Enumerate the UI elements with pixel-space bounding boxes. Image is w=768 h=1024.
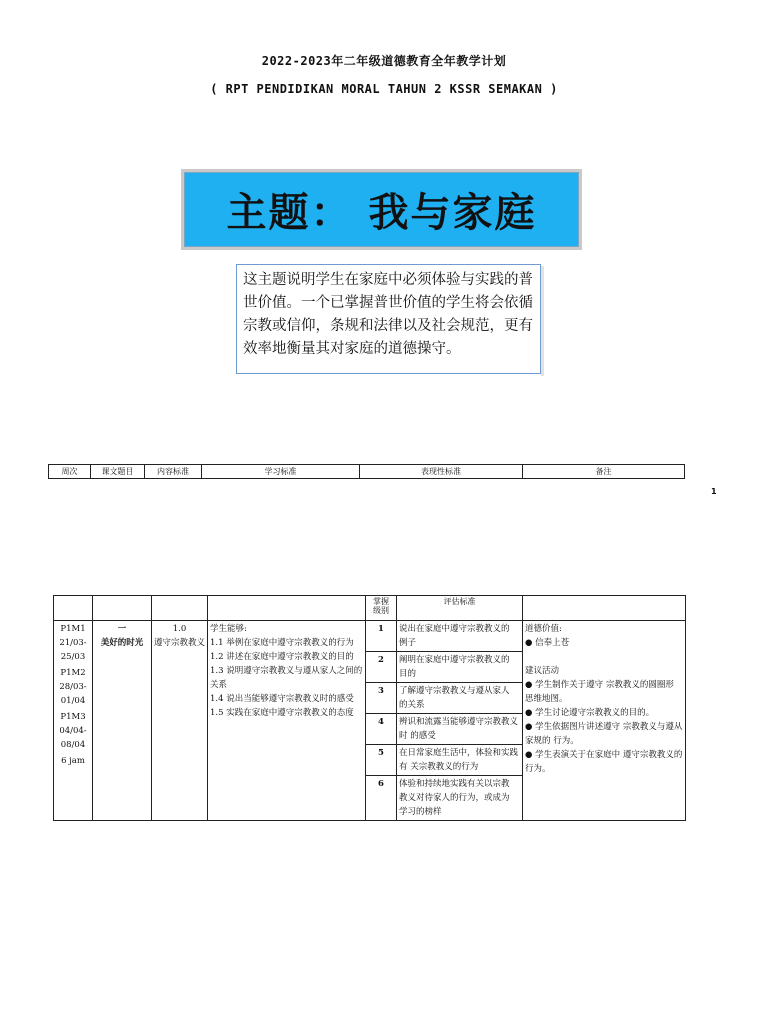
lesson-table	[53, 595, 686, 821]
activity-item: ● 学生讨论遵守宗教教义的目的。	[525, 708, 655, 718]
header-lesson: 课文题目	[91, 465, 145, 479]
level-2: 2	[366, 652, 397, 683]
table-row	[54, 621, 686, 652]
level-5: 5	[366, 745, 397, 776]
moral-value: ● 信奉上苍	[525, 638, 570, 648]
moral-value-label: 道德价值:	[525, 624, 562, 634]
header-performance-standard: 表现性标准	[360, 465, 523, 479]
lesson-title: 美好的时光	[100, 638, 144, 648]
activity-item: ● 学生制作关于遵守 宗教教义的圆圈形 思维地图。	[525, 680, 674, 704]
lesson-cell	[93, 621, 152, 821]
notes-cell	[523, 621, 686, 821]
theme-description: 这主题说明学生在家庭中必须体验与实践的普世价值。一个已掌握普世价值的学生将会依循宗教或信仰，条规和法律以及社会规范，更有效率地衡量其对家庭的道德操守。	[236, 264, 541, 374]
level-1: 1	[366, 621, 397, 652]
mastery-level-header: 掌握 级别	[366, 596, 397, 621]
level-4: 4	[366, 714, 397, 745]
learning-standard-item: 1.5 实践在家庭中遵守宗教教义的态度	[210, 708, 354, 718]
header-learning-standard: 学习标准	[202, 465, 360, 479]
criteria-3: 了解遵守宗教教义与遵从家人 的关系	[397, 683, 523, 714]
document-title: 2022-2023年二年级道德教育全年教学计划	[261, 54, 507, 68]
lesson-number: 一	[117, 624, 127, 634]
activity-item: ● 学生依据图片讲述遵守 宗教教义与遵从家规的 行为。	[525, 722, 683, 746]
learning-standard-item: 1.2 讲述在家庭中遵守宗教教义的目的	[210, 652, 354, 662]
learning-intro: 学生能够:	[210, 624, 247, 634]
theme-banner-text: 主题： 我与家庭	[184, 172, 579, 247]
table-head-row	[54, 596, 686, 621]
criteria-6: 体验和持续地实践有关以宗教 教义对待家人的行为，或成为 学习的榜样	[397, 776, 523, 821]
week-3: P1M3 04/04- 08/04	[59, 712, 87, 750]
content-standard-text: 遵守宗教教义	[154, 638, 206, 648]
week-1: P1M1 21/03- 25/03	[59, 624, 87, 662]
criteria-1: 说出在家庭中遵守宗教教义的 例子	[397, 621, 523, 652]
content-standard-cell	[152, 621, 208, 821]
header-content-standard: 内容标准	[145, 465, 202, 479]
activity-label: 建议活动	[525, 666, 560, 676]
learning-standard-item: 1.3 说明遵守宗教教义与遵从家人之间的关系	[210, 666, 363, 690]
description-shadow	[541, 266, 544, 376]
theme-banner	[181, 169, 582, 250]
hours: 6 jam	[61, 756, 85, 766]
column-header-table	[48, 464, 685, 479]
level-6: 6	[366, 776, 397, 821]
learning-standard-item: 1.4 说出当能够遵守宗教教义时的感受	[210, 694, 354, 704]
content-standard-number: 1.0	[172, 624, 187, 634]
page-number: 1	[711, 487, 717, 496]
criteria-5: 在日常家庭生活中，体验和实践有 关宗教教义的行为	[397, 745, 523, 776]
learning-standard-cell	[208, 621, 366, 821]
document-subtitle: ( RPT PENDIDIKAN MORAL TAHUN 2 KSSR SEMAKAN )	[210, 82, 558, 96]
activity-item: ● 学生表演关于在家庭中 遵守宗教教义的行为。	[525, 750, 683, 774]
assessment-criteria-header: 评估标准	[397, 596, 523, 621]
week-cell	[54, 621, 93, 821]
level-3: 3	[366, 683, 397, 714]
learning-standard-item: 1.1 举例在家庭中遵守宗教教义的行为	[210, 638, 354, 648]
criteria-4: 辨识和流露当能够遵守宗教教义时 的感受	[397, 714, 523, 745]
header-notes: 备注	[523, 465, 685, 479]
header-week: 周次	[49, 465, 91, 479]
criteria-2: 阐明在家庭中遵守宗教教义的 目的	[397, 652, 523, 683]
week-2: P1M2 28/03- 01/04	[59, 668, 87, 706]
